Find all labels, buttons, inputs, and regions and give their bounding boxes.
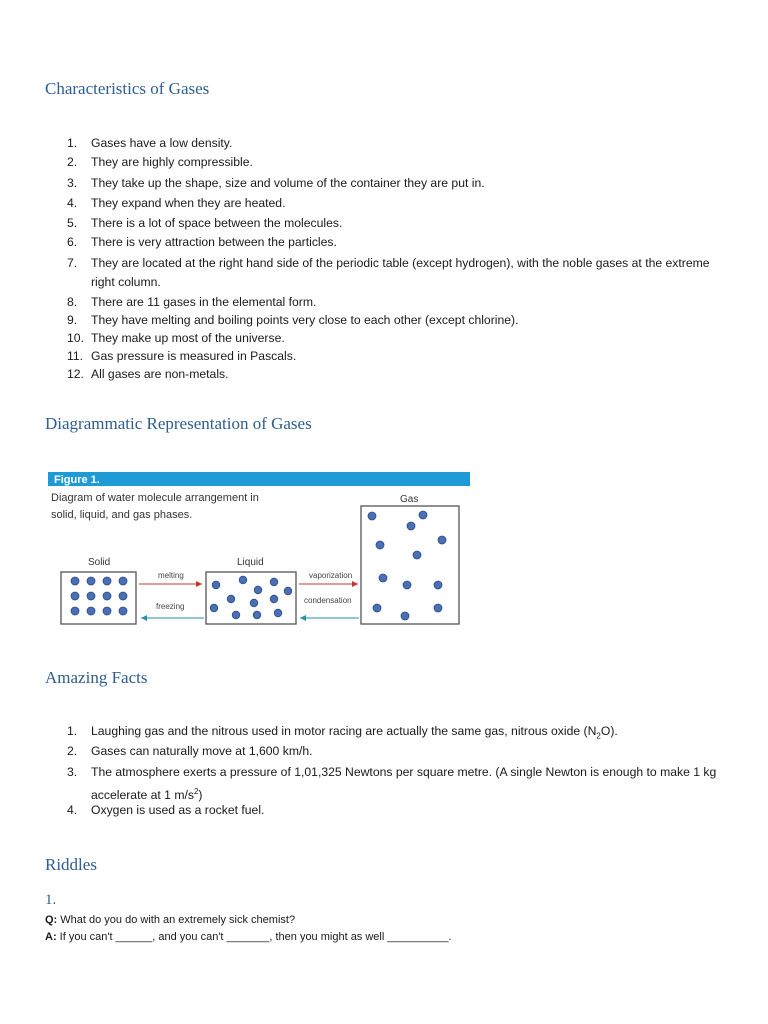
fact-3-text-a: The atmosphere exerts a pressure of 1,01,325 Newtons per square metre. (A single Newton is enough to make 1 kg accelerate at 1 m/s bbox=[91, 765, 717, 803]
facts-list bbox=[62, 722, 732, 819]
vaporization-label: vaporization bbox=[309, 571, 353, 580]
riddle-question bbox=[45, 913, 295, 927]
liquid-container bbox=[206, 572, 296, 624]
list-item: 4. They expand when they are heated. bbox=[67, 196, 286, 210]
list-item: 5. There is a lot of space between the molecules. bbox=[67, 216, 343, 230]
freezing-arrowhead bbox=[141, 615, 147, 621]
answer-label: A: bbox=[45, 931, 57, 943]
melting-arrowhead bbox=[196, 581, 202, 587]
list-item: 8. There are 11 gases in the elemental form. bbox=[67, 295, 317, 309]
liquid-label: Liquid bbox=[237, 557, 264, 568]
fact-1-text-a: Laughing gas and the nitrous used in motor racing are actually the same gas, nitrous oxide (N bbox=[91, 724, 597, 738]
figure-caption-line1: Diagram of water molecule arrangement in bbox=[51, 492, 259, 504]
fact-1-subscript: 2 bbox=[596, 731, 601, 741]
list-item: 9. They have melting and boiling points very close to each other (except chlorine). bbox=[67, 313, 519, 327]
question-text: What do you do with an extremely sick chemist? bbox=[57, 914, 296, 926]
riddle-number: 1. bbox=[45, 892, 57, 908]
condensation-arrowhead bbox=[300, 615, 306, 621]
list-item: 2. They are highly compressible. bbox=[67, 155, 253, 169]
list-item: 10. They make up most of the universe. bbox=[67, 331, 285, 345]
riddle-answer bbox=[45, 930, 452, 944]
condensation-label: condensation bbox=[304, 596, 352, 605]
gas-label: Gas bbox=[400, 494, 419, 505]
list-item: 12. All gases are non-metals. bbox=[67, 367, 229, 381]
question-label: Q: bbox=[45, 914, 58, 926]
heading-characteristics: Characteristics of Gases bbox=[45, 79, 210, 98]
list-item: 6. There is very attraction between the particles. bbox=[67, 235, 337, 249]
list-item: 11. Gas pressure is measured in Pascals. bbox=[67, 349, 297, 363]
fact-3-superscript: 2 bbox=[193, 787, 199, 796]
heading-riddles: Riddles bbox=[45, 855, 97, 874]
vaporization-arrowhead bbox=[352, 581, 358, 587]
melting-label: melting bbox=[158, 571, 184, 580]
heading-diagram: Diagrammatic Representation of Gases bbox=[45, 414, 312, 433]
figure-title-bar bbox=[48, 472, 470, 486]
figure-caption-line2: solid, liquid, and gas phases. bbox=[51, 509, 193, 521]
fact-1-text-b: O). bbox=[600, 724, 618, 738]
list-item: 2. Gases can naturally move at 1,600 km/h. bbox=[67, 744, 313, 758]
phase-diagram-figure bbox=[48, 472, 470, 630]
answer-text: If you can't ______, and you can't _______, then you might as well __________. bbox=[56, 931, 452, 943]
list-item: 1. Laughing gas and the nitrous used in motor racing are actually the same gas, nitrous oxide $(N_2O)$. bbox=[67, 724, 618, 741]
figure-label: Figure 1. bbox=[54, 474, 100, 486]
fact-3-text-b: ) bbox=[198, 788, 203, 803]
list-item: 1. Gases have a low density. bbox=[67, 136, 233, 150]
list-item: 3. They take up the shape, size and volume of the container they are put in. bbox=[67, 176, 485, 190]
characteristics-list bbox=[62, 134, 732, 383]
solid-label: Solid bbox=[88, 557, 111, 568]
list-item: 4. Oxygen is used as a rocket fuel. bbox=[67, 803, 265, 817]
list-item: 3. The atmosphere exerts a pressure of 1,01,325 Newtons per square metre. (A single Newton is enough to make 1 kg accelerate at 1 $m/s^2$) bbox=[67, 765, 717, 803]
freezing-label: freezing bbox=[156, 602, 185, 611]
list-item: 7. They are located at the right hand side of the periodic table (except hydrogen), with the noble gases at the extreme right column. bbox=[67, 256, 710, 289]
heading-facts: Amazing Facts bbox=[45, 668, 148, 687]
